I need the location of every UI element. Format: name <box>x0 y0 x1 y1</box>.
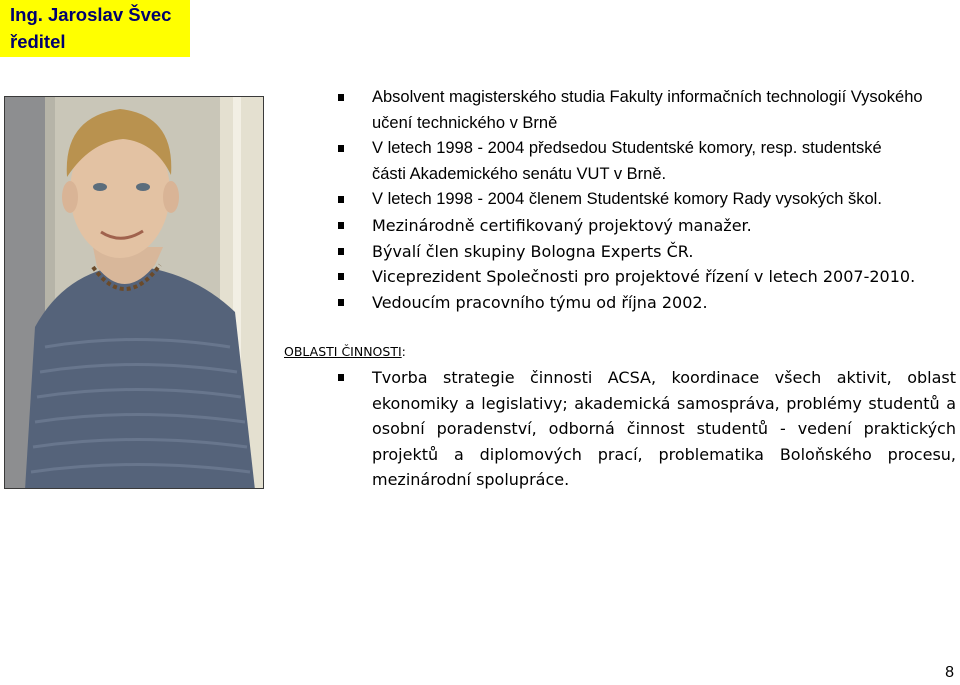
activities-paragraph: Tvorba strategie činnosti ACSA, koordinace všech aktivit, oblast ekonomiky a legislativy; akademická samospráva, problémy studentů a osobní poradenství, odborná činnost studentů - vedení praktických projektů a diplomových prací, problematika Boloňského procesu, mezinárodní spolupráce. <box>336 365 956 493</box>
bullet-square-icon <box>338 299 344 306</box>
bullet-square-icon <box>338 248 344 255</box>
section-heading <box>284 344 406 359</box>
page-number: 8 <box>945 664 954 681</box>
person-role: ředitel <box>10 31 66 52</box>
list-item: Vedoucím pracovního týmu od října 2002. <box>336 290 956 316</box>
bullet-square-icon <box>338 145 344 152</box>
portrait-photo <box>4 96 264 489</box>
bullet-square-icon <box>338 94 344 101</box>
activities-list <box>336 365 956 493</box>
bullet-square-icon <box>338 374 344 381</box>
person-name: Ing. Jaroslav Švec <box>10 4 172 25</box>
list-item: Mezinárodně certifikovaný projektový manažer. <box>336 213 956 239</box>
list-item: V letech 1998 - 2004 členem Studentské komory Rady vysokých škol. <box>336 187 956 213</box>
list-item: Bývalí člen skupiny Bologna Experts ČR. <box>336 239 956 265</box>
bullet-square-icon <box>338 196 344 203</box>
list-item-continuation: učení technického v Brně <box>372 113 558 132</box>
list-item: V letech 1998 - 2004 předsedou Studentské komory, resp. studentské <box>336 136 956 162</box>
list-item-continuation: části Akademického senátu VUT v Brně. <box>372 164 667 183</box>
portrait-illustration <box>5 97 264 489</box>
bio-bullet-list <box>336 85 956 315</box>
list-item: Viceprezident Společnosti pro projektové řízení v letech 2007-2010. <box>336 264 956 290</box>
bullet-square-icon <box>338 273 344 280</box>
section-heading-label: OBLASTI ČINNOSTI <box>284 344 402 359</box>
section-heading-colon: : <box>401 344 406 359</box>
bullet-square-icon <box>338 222 344 229</box>
list-item: Absolvent magisterského studia Fakulty informačních technologií Vysokého <box>336 85 956 111</box>
